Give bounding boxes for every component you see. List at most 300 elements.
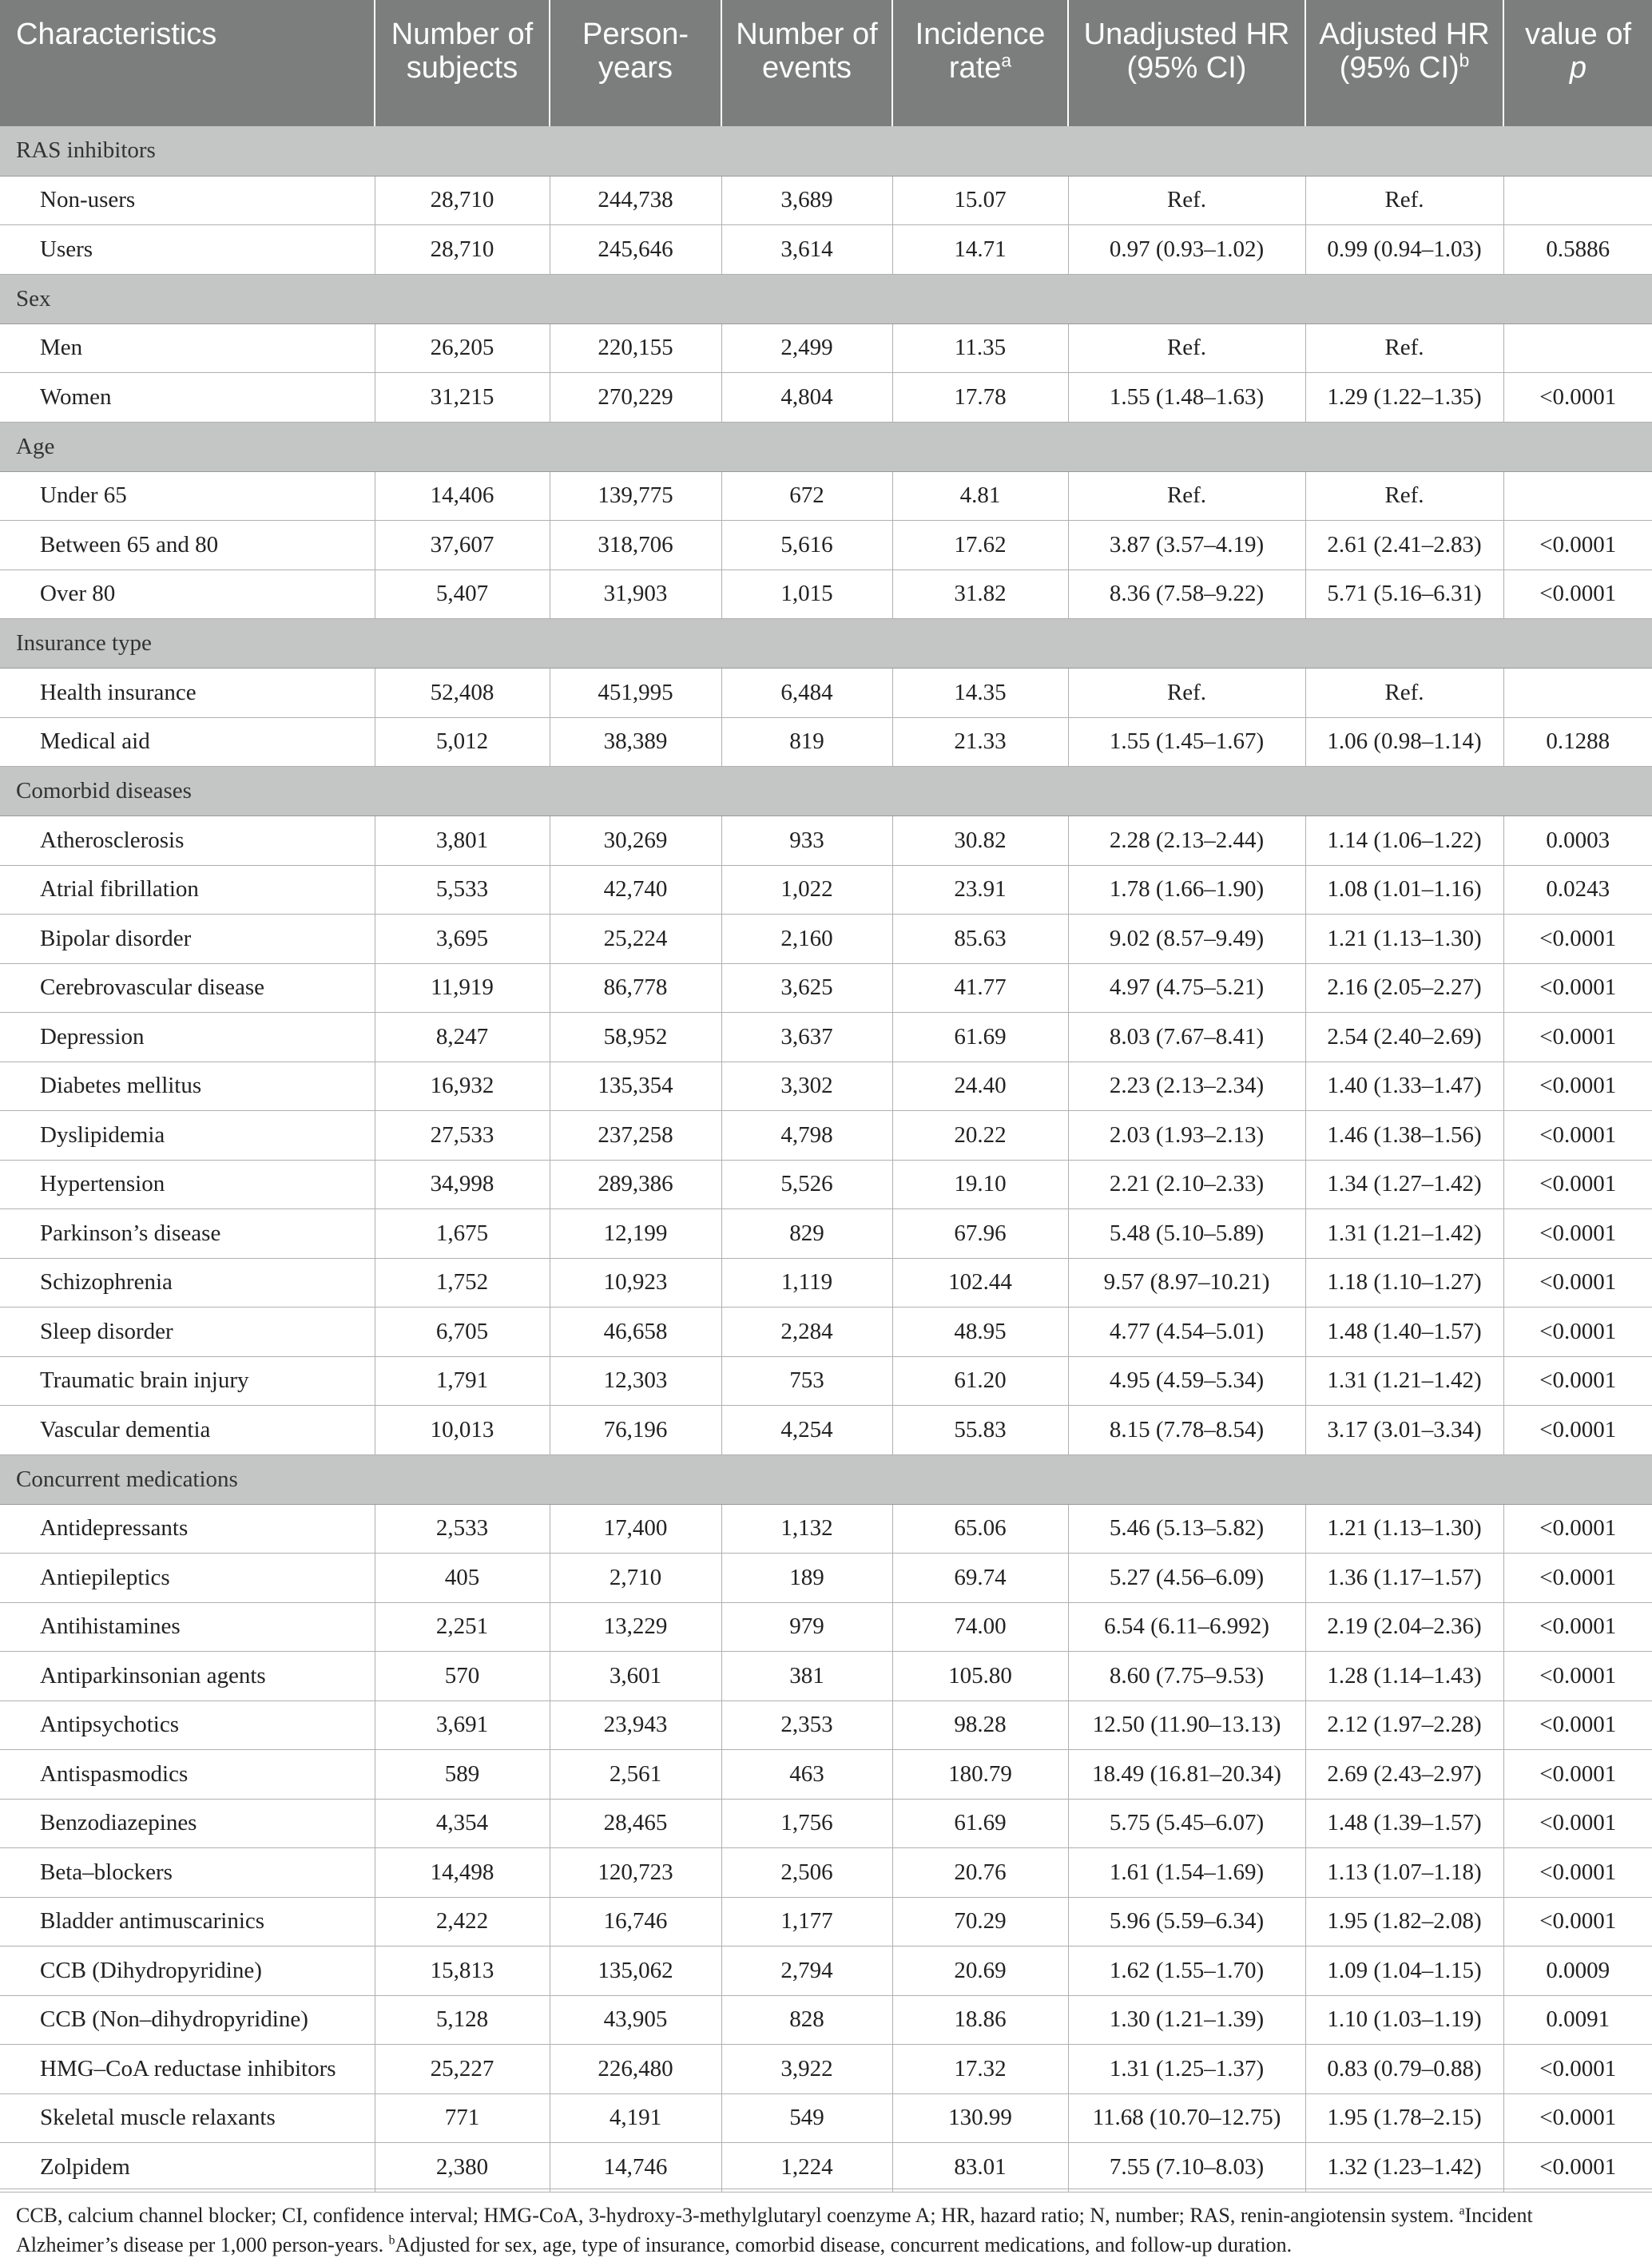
cell-characteristic: Antihistamines [0,1602,375,1652]
cell-characteristic: Medical aid [0,717,375,767]
cell-characteristic: Antiparkinsonian agents [0,1652,375,1701]
cell-person-years: 4,191 [550,2093,721,2143]
cell-person-years: 76,196 [550,1406,721,1455]
cell-adjusted-hr: 1.31 (1.21–1.42) [1305,1356,1503,1406]
cell-unadjusted-hr: 18.49 (16.81–20.34) [1068,1750,1305,1800]
table-footnote-area [0,2189,1652,2260]
cell-incidence-rate: 67.96 [892,1209,1068,1259]
table-row [0,2045,1652,2094]
cell-unadjusted-hr: 4.77 (4.54–5.01) [1068,1308,1305,1357]
table-row [0,471,1652,521]
cell-events: 2,353 [721,1700,892,1750]
table-row [0,2143,1652,2193]
cell-p-value: 0.0003 [1503,816,1652,866]
cell-person-years: 46,658 [550,1308,721,1357]
cell-p-value: <0.0001 [1503,2143,1652,2193]
cell-events: 189 [721,1554,892,1603]
cell-characteristic: Diabetes mellitus [0,1062,375,1111]
cell-unadjusted-hr: 2.28 (2.13–2.44) [1068,816,1305,866]
cell-characteristic: HMG–CoA reductase inhibitors [0,2045,375,2094]
cell-events: 2,506 [721,1848,892,1898]
cell-characteristic: Schizophrenia [0,1258,375,1308]
cell-person-years: 10,923 [550,1258,721,1308]
cell-p-value: 0.1288 [1503,717,1652,767]
cell-person-years: 135,062 [550,1947,721,1996]
cell-subjects: 2,533 [375,1504,550,1554]
cell-unadjusted-hr: Ref. [1068,323,1305,373]
cell-subjects: 1,752 [375,1258,550,1308]
cell-p-value [1503,323,1652,373]
cell-incidence-rate: 70.29 [892,1897,1068,1947]
cell-subjects: 3,801 [375,816,550,866]
header-characteristics: Characteristics [0,0,375,126]
cell-person-years: 226,480 [550,2045,721,2094]
cell-person-years: 25,224 [550,915,721,964]
cell-incidence-rate: 20.69 [892,1947,1068,1996]
cell-person-years: 58,952 [550,1013,721,1062]
cell-adjusted-hr: 2.16 (2.05–2.27) [1305,963,1503,1013]
table-row [0,1160,1652,1209]
pvalue-italic: p [1569,51,1587,85]
cell-unadjusted-hr: 2.21 (2.10–2.33) [1068,1160,1305,1209]
cell-incidence-rate: 65.06 [892,1504,1068,1554]
cell-subjects: 1,675 [375,1209,550,1259]
cell-adjusted-hr: 1.32 (1.23–1.42) [1305,2143,1503,2193]
cell-p-value: <0.0001 [1503,569,1652,619]
cell-p-value: <0.0001 [1503,373,1652,423]
cell-person-years: 17,400 [550,1504,721,1554]
cell-characteristic: Traumatic brain injury [0,1356,375,1406]
cell-person-years: 28,465 [550,1799,721,1848]
cell-characteristic: Health insurance [0,669,375,718]
cell-events: 672 [721,471,892,521]
cell-events: 1,132 [721,1504,892,1554]
cell-incidence-rate: 17.62 [892,521,1068,570]
cell-events: 463 [721,1750,892,1800]
table-row [0,963,1652,1013]
cell-adjusted-hr: 1.06 (0.98–1.14) [1305,717,1503,767]
cell-p-value: <0.0001 [1503,1258,1652,1308]
cell-incidence-rate: 30.82 [892,816,1068,866]
cell-characteristic: Benzodiazepines [0,1799,375,1848]
cell-subjects: 28,710 [375,225,550,275]
cell-characteristic: Under 65 [0,471,375,521]
cell-subjects: 405 [375,1554,550,1603]
cell-person-years: 135,354 [550,1062,721,1111]
table-row [0,1308,1652,1357]
section-title: Sex [0,274,1652,323]
cell-incidence-rate: 83.01 [892,2143,1068,2193]
table-row [0,1652,1652,1701]
cell-person-years: 16,746 [550,1897,721,1947]
cell-subjects: 31,215 [375,373,550,423]
cell-incidence-rate: 19.10 [892,1160,1068,1209]
cell-characteristic: Antispasmodics [0,1750,375,1800]
table-row [0,1406,1652,1455]
cell-unadjusted-hr: 1.55 (1.45–1.67) [1068,717,1305,767]
cell-subjects: 26,205 [375,323,550,373]
cell-adjusted-hr: 1.28 (1.14–1.43) [1305,1652,1503,1701]
cell-events: 933 [721,816,892,866]
table-row [0,1897,1652,1947]
footnote-b-text: Adjusted for sex, age, type of insurance, comorbid disease, concurrent medications, and follow-up duration. [395,2233,1293,2256]
table-row [0,1504,1652,1554]
cell-person-years: 12,303 [550,1356,721,1406]
cell-adjusted-hr: 1.95 (1.82–2.08) [1305,1897,1503,1947]
table-row [0,1554,1652,1603]
cell-subjects: 3,691 [375,1700,550,1750]
cell-subjects: 52,408 [375,669,550,718]
cell-adjusted-hr: 1.08 (1.01–1.16) [1305,865,1503,915]
cell-person-years: 245,646 [550,225,721,275]
cell-subjects: 8,247 [375,1013,550,1062]
header-unadjusted-hr: Unadjusted HR (95% CI) [1068,0,1305,126]
cell-person-years: 86,778 [550,963,721,1013]
cell-adjusted-hr: 1.18 (1.10–1.27) [1305,1258,1503,1308]
cell-unadjusted-hr: 8.36 (7.58–9.22) [1068,569,1305,619]
cell-characteristic: Bipolar disorder [0,915,375,964]
cell-p-value: <0.0001 [1503,1848,1652,1898]
cell-incidence-rate: 98.28 [892,1700,1068,1750]
cell-subjects: 5,012 [375,717,550,767]
cell-p-value: <0.0001 [1503,1013,1652,1062]
header-adjusted-hr [1305,0,1503,126]
cell-subjects: 5,407 [375,569,550,619]
cell-p-value: <0.0001 [1503,1897,1652,1947]
adjusted-label: Adjusted HR (95% CI) [1319,18,1490,85]
cell-events: 1,756 [721,1799,892,1848]
cell-unadjusted-hr: 1.78 (1.66–1.90) [1068,865,1305,915]
cell-incidence-rate: 61.69 [892,1799,1068,1848]
cell-adjusted-hr: 3.17 (3.01–3.34) [1305,1406,1503,1455]
cell-unadjusted-hr: 2.03 (1.93–2.13) [1068,1111,1305,1161]
cell-person-years: 2,561 [550,1750,721,1800]
cell-p-value [1503,471,1652,521]
cell-p-value: <0.0001 [1503,1209,1652,1259]
cell-events: 5,526 [721,1160,892,1209]
section-header-row [0,767,1652,816]
cell-characteristic: Cerebrovascular disease [0,963,375,1013]
cell-events: 3,689 [721,176,892,225]
table-row [0,1700,1652,1750]
cell-adjusted-hr: 1.21 (1.13–1.30) [1305,1504,1503,1554]
cell-person-years: 42,740 [550,865,721,915]
header-number-of-events: Number of events [721,0,892,126]
section-header-row [0,422,1652,471]
cell-events: 2,160 [721,915,892,964]
cell-adjusted-hr: 0.99 (0.94–1.03) [1305,225,1503,275]
cell-person-years: 451,995 [550,669,721,718]
cell-events: 549 [721,2093,892,2143]
table-row [0,1848,1652,1898]
table-row [0,1258,1652,1308]
cell-p-value: <0.0001 [1503,1750,1652,1800]
cell-unadjusted-hr: Ref. [1068,176,1305,225]
cell-adjusted-hr: 2.61 (2.41–2.83) [1305,521,1503,570]
cell-incidence-rate: 69.74 [892,1554,1068,1603]
cell-p-value: <0.0001 [1503,1356,1652,1406]
cell-person-years: 13,229 [550,1602,721,1652]
cell-events: 2,284 [721,1308,892,1357]
cell-adjusted-hr: 2.69 (2.43–2.97) [1305,1750,1503,1800]
cell-subjects: 2,380 [375,2143,550,2193]
cell-adjusted-hr: 1.21 (1.13–1.30) [1305,915,1503,964]
cell-adjusted-hr: 1.46 (1.38–1.56) [1305,1111,1503,1161]
cell-events: 1,119 [721,1258,892,1308]
table-row [0,373,1652,423]
section-header-row [0,1454,1652,1504]
cell-events: 1,224 [721,2143,892,2193]
cell-characteristic: Sleep disorder [0,1308,375,1357]
cell-unadjusted-hr: 9.02 (8.57–9.49) [1068,915,1305,964]
cell-events: 1,177 [721,1897,892,1947]
cell-events: 5,616 [721,521,892,570]
cell-adjusted-hr: 2.54 (2.40–2.69) [1305,1013,1503,1062]
header-number-of-subjects: Number of subjects [375,0,550,126]
cell-subjects: 5,533 [375,865,550,915]
cell-p-value: <0.0001 [1503,1160,1652,1209]
cell-subjects: 3,695 [375,915,550,964]
cell-characteristic: Non-users [0,176,375,225]
cell-p-value [1503,669,1652,718]
cell-unadjusted-hr: 5.48 (5.10–5.89) [1068,1209,1305,1259]
cell-characteristic: Users [0,225,375,275]
cell-unadjusted-hr: 4.97 (4.75–5.21) [1068,963,1305,1013]
cell-p-value: <0.0001 [1503,1406,1652,1455]
cell-characteristic: Antidepressants [0,1504,375,1554]
cell-events: 3,614 [721,225,892,275]
table-footnote [0,2189,1652,2260]
cell-subjects: 2,251 [375,1602,550,1652]
cell-adjusted-hr: 1.14 (1.06–1.22) [1305,816,1503,866]
cell-unadjusted-hr: 5.96 (5.59–6.34) [1068,1897,1305,1947]
cell-adjusted-hr: 1.34 (1.27–1.42) [1305,1160,1503,1209]
incidence-label: Incidence rate [915,18,1046,85]
cell-unadjusted-hr: 5.27 (4.56–6.09) [1068,1554,1305,1603]
cell-adjusted-hr: 1.13 (1.07–1.18) [1305,1848,1503,1898]
cell-characteristic: Over 80 [0,569,375,619]
cell-characteristic: Women [0,373,375,423]
cell-subjects: 11,919 [375,963,550,1013]
cell-person-years: 220,155 [550,323,721,373]
cell-events: 2,499 [721,323,892,373]
cell-characteristic: Antiepileptics [0,1554,375,1603]
pvalue-label: value of [1524,18,1632,51]
cell-events: 381 [721,1652,892,1701]
cell-events: 6,484 [721,669,892,718]
cell-subjects: 37,607 [375,521,550,570]
header-person-years: Person-years [550,0,721,126]
cell-adjusted-hr: 5.71 (5.16–6.31) [1305,569,1503,619]
cell-unadjusted-hr: 0.97 (0.93–1.02) [1068,225,1305,275]
cell-incidence-rate: 14.71 [892,225,1068,275]
table-row [0,176,1652,225]
section-title: Concurrent medications [0,1454,1652,1504]
cell-subjects: 25,227 [375,2045,550,2094]
cell-incidence-rate: 41.77 [892,963,1068,1013]
cell-unadjusted-hr: 5.75 (5.45–6.07) [1068,1799,1305,1848]
cell-p-value: <0.0001 [1503,1504,1652,1554]
cell-subjects: 14,498 [375,1848,550,1898]
cell-subjects: 1,791 [375,1356,550,1406]
cell-incidence-rate: 18.86 [892,1995,1068,2045]
table-header [0,0,1652,126]
cell-adjusted-hr: 2.12 (1.97–2.28) [1305,1700,1503,1750]
table-row [0,323,1652,373]
cell-characteristic: Beta–blockers [0,1848,375,1898]
cell-incidence-rate: 17.32 [892,2045,1068,2094]
cell-adjusted-hr: 1.48 (1.39–1.57) [1305,1799,1503,1848]
cell-incidence-rate: 24.40 [892,1062,1068,1111]
cell-characteristic: Antipsychotics [0,1700,375,1750]
cell-events: 3,625 [721,963,892,1013]
cell-person-years: 14,746 [550,2143,721,2193]
table-row [0,816,1652,866]
table-row [0,1750,1652,1800]
cell-unadjusted-hr: 1.30 (1.21–1.39) [1068,1995,1305,2045]
cell-p-value: 0.0009 [1503,1947,1652,1996]
incidence-footnote-mark: a [1001,50,1012,71]
table-row [0,1995,1652,2045]
table-row [0,1602,1652,1652]
cell-p-value: <0.0001 [1503,963,1652,1013]
footnote-abbreviations: CCB, calcium channel blocker; CI, confidence interval; HMG-CoA, 3-hydroxy-3-methylglutaryl coenzyme A; HR, hazard ratio; N, number; RAS, renin-angiotensin system. [16,2204,1459,2227]
cell-unadjusted-hr: 2.23 (2.13–2.34) [1068,1062,1305,1111]
cell-person-years: 120,723 [550,1848,721,1898]
cell-p-value: <0.0001 [1503,1700,1652,1750]
cell-person-years: 30,269 [550,816,721,866]
cell-p-value: <0.0001 [1503,1308,1652,1357]
cell-characteristic: Hypertension [0,1160,375,1209]
cell-incidence-rate: 15.07 [892,176,1068,225]
cell-person-years: 139,775 [550,471,721,521]
cell-characteristic: Atherosclerosis [0,816,375,866]
cell-p-value: 0.0091 [1503,1995,1652,2045]
cell-adjusted-hr: Ref. [1305,471,1503,521]
cell-person-years: 318,706 [550,521,721,570]
cell-incidence-rate: 102.44 [892,1258,1068,1308]
cell-person-years: 23,943 [550,1700,721,1750]
cell-subjects: 4,354 [375,1799,550,1848]
section-title: RAS inhibitors [0,126,1652,176]
cell-incidence-rate: 55.83 [892,1406,1068,1455]
cell-subjects: 16,932 [375,1062,550,1111]
cell-incidence-rate: 61.20 [892,1356,1068,1406]
section-header-row [0,619,1652,669]
cell-adjusted-hr: Ref. [1305,176,1503,225]
table-row [0,1013,1652,1062]
section-header-row [0,274,1652,323]
cell-adjusted-hr: 2.19 (2.04–2.36) [1305,1602,1503,1652]
cell-subjects: 589 [375,1750,550,1800]
cell-adjusted-hr: Ref. [1305,669,1503,718]
cell-unadjusted-hr: 4.95 (4.59–5.34) [1068,1356,1305,1406]
cell-unadjusted-hr: Ref. [1068,471,1305,521]
cell-events: 819 [721,717,892,767]
cell-events: 3,302 [721,1062,892,1111]
section-header-row [0,126,1652,176]
cell-events: 1,015 [721,569,892,619]
table-row [0,1209,1652,1259]
cell-p-value: <0.0001 [1503,2093,1652,2143]
cell-events: 3,922 [721,2045,892,2094]
cell-incidence-rate: 20.22 [892,1111,1068,1161]
cell-adjusted-hr: 1.48 (1.40–1.57) [1305,1308,1503,1357]
cell-unadjusted-hr: 12.50 (11.90–13.13) [1068,1700,1305,1750]
cell-subjects: 34,998 [375,1160,550,1209]
cell-adjusted-hr: 0.83 (0.79–0.88) [1305,2045,1503,2094]
cell-characteristic: Bladder antimuscarinics [0,1897,375,1947]
cell-characteristic: Dyslipidemia [0,1111,375,1161]
cell-person-years: 43,905 [550,1995,721,2045]
section-title: Insurance type [0,619,1652,669]
cell-events: 828 [721,1995,892,2045]
cell-adjusted-hr: 1.10 (1.03–1.19) [1305,1995,1503,2045]
cell-incidence-rate: 31.82 [892,569,1068,619]
cell-incidence-rate: 85.63 [892,915,1068,964]
cell-incidence-rate: 20.76 [892,1848,1068,1898]
section-title: Age [0,422,1652,471]
cell-p-value: <0.0001 [1503,1062,1652,1111]
cell-p-value: <0.0001 [1503,1652,1652,1701]
cell-incidence-rate: 130.99 [892,2093,1068,2143]
cell-p-value: <0.0001 [1503,1602,1652,1652]
cell-p-value: <0.0001 [1503,1554,1652,1603]
cell-events: 4,254 [721,1406,892,1455]
cell-characteristic: CCB (Non–dihydropyridine) [0,1995,375,2045]
cell-p-value [1503,176,1652,225]
cell-unadjusted-hr: 7.55 (7.10–8.03) [1068,2143,1305,2193]
cell-incidence-rate: 17.78 [892,373,1068,423]
cell-subjects: 10,013 [375,1406,550,1455]
cell-events: 979 [721,1602,892,1652]
cell-events: 1,022 [721,865,892,915]
cell-adjusted-hr: 1.29 (1.22–1.35) [1305,373,1503,423]
cell-p-value: <0.0001 [1503,1111,1652,1161]
cell-subjects: 2,422 [375,1897,550,1947]
cell-p-value: 0.0243 [1503,865,1652,915]
cell-subjects: 27,533 [375,1111,550,1161]
cell-unadjusted-hr: 6.54 (6.11–6.992) [1068,1602,1305,1652]
cell-events: 4,798 [721,1111,892,1161]
cell-incidence-rate: 48.95 [892,1308,1068,1357]
cell-adjusted-hr: 1.31 (1.21–1.42) [1305,1209,1503,1259]
cell-person-years: 244,738 [550,176,721,225]
cell-incidence-rate: 11.35 [892,323,1068,373]
cell-incidence-rate: 21.33 [892,717,1068,767]
cell-person-years: 2,710 [550,1554,721,1603]
table-row [0,521,1652,570]
cell-unadjusted-hr: 3.87 (3.57–4.19) [1068,521,1305,570]
cell-events: 829 [721,1209,892,1259]
cell-unadjusted-hr: 1.61 (1.54–1.69) [1068,1848,1305,1898]
table-row [0,1111,1652,1161]
cell-subjects: 771 [375,2093,550,2143]
header-incidence-rate [892,0,1068,126]
cell-p-value: <0.0001 [1503,1799,1652,1848]
table-row [0,1799,1652,1848]
cell-characteristic: Depression [0,1013,375,1062]
table-row [0,1947,1652,1996]
cell-unadjusted-hr: 5.46 (5.13–5.82) [1068,1504,1305,1554]
adjusted-footnote-mark: b [1459,50,1470,71]
header-p-value [1503,0,1652,126]
cell-person-years: 289,386 [550,1160,721,1209]
cell-unadjusted-hr: 1.55 (1.48–1.63) [1068,373,1305,423]
cell-subjects: 15,813 [375,1947,550,1996]
cell-characteristic: CCB (Dihydropyridine) [0,1947,375,1996]
cell-unadjusted-hr: 8.15 (7.78–8.54) [1068,1406,1305,1455]
